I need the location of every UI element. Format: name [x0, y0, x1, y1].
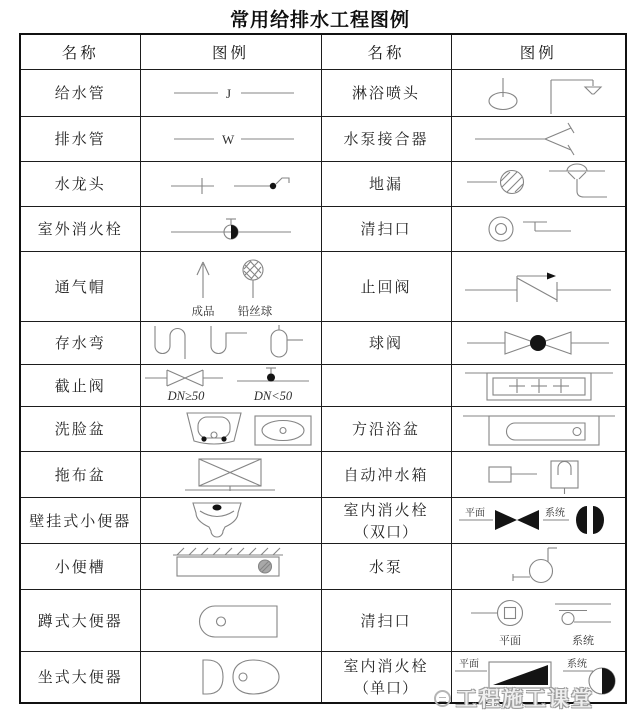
stop-valve-label-dn-lt: DN<50	[253, 389, 293, 403]
name-cell-drain-pipe: 排水管	[20, 116, 140, 161]
system-label: 系统	[572, 635, 595, 647]
name-cell-shower-head: 淋浴喷头	[321, 69, 451, 116]
legend-cell	[140, 321, 321, 364]
name-cell-mop-basin: 拖布盆	[20, 451, 140, 497]
name-cell-trap: 存水弯	[20, 321, 140, 364]
legend-cell	[451, 406, 626, 451]
watermark-logo-icon	[434, 690, 451, 707]
name-cell-urinal-trough: 小便槽	[20, 543, 140, 589]
legend-cell	[451, 251, 626, 321]
name-line-1: 室内消火栓	[343, 502, 429, 519]
system-label: 系统	[567, 658, 588, 670]
legend-cell	[140, 161, 321, 206]
name-cell-ball-valve: 球阀	[321, 321, 451, 364]
name-cell-sit-toilet: 坐式大便器	[20, 651, 140, 703]
legend-cell	[140, 651, 321, 703]
legend-cell	[140, 251, 321, 321]
plan-label: 平面	[499, 635, 522, 647]
table-row	[20, 321, 626, 364]
cleanout-plan-system-icon	[453, 591, 623, 649]
name-cell-indoor-hydrant-double	[321, 497, 451, 543]
watermark-text: 工程施工课堂	[456, 687, 594, 711]
name-cell-pump-coupler: 水泵接合器	[321, 116, 451, 161]
table-row	[20, 161, 626, 206]
legend-cell	[140, 543, 321, 589]
column-header-name-2: 名称	[321, 34, 451, 69]
table-row	[20, 589, 626, 651]
column-header-legend-1: 图例	[140, 34, 321, 69]
vent-cap-label-wire-ball: 铅丝球	[237, 306, 273, 318]
name-cell-square-bathtub: 方沿浴盆	[321, 406, 451, 451]
name-cell-floor-drain: 地漏	[321, 161, 451, 206]
table-row	[20, 543, 626, 589]
urinal-trough-icon	[141, 546, 320, 586]
name-cell-outdoor-hydrant: 室外消火栓	[20, 206, 140, 251]
name-cell-faucet: 水龙头	[20, 161, 140, 206]
outdoor-hydrant-icon	[146, 215, 316, 243]
pipe-letter: W	[221, 131, 234, 147]
floor-drain-icon	[453, 162, 623, 206]
name-cell-squat-toilet: 蹲式大便器	[20, 589, 140, 651]
header-row	[20, 34, 626, 69]
name-cell-washbasin: 洗脸盆	[20, 406, 140, 451]
legend-cell	[451, 321, 626, 364]
name-cell-check-valve: 止回阀	[321, 251, 451, 321]
cleanout-icon	[453, 211, 623, 247]
pipe-letter: J	[225, 85, 231, 101]
watermark	[434, 683, 594, 713]
ball-valve-icon	[453, 325, 623, 361]
table-row	[20, 364, 626, 406]
table-row	[20, 69, 626, 116]
legend-cell	[451, 69, 626, 116]
legend-cell	[451, 206, 626, 251]
trap-icon	[141, 323, 320, 363]
wall-urinal-icon	[141, 498, 320, 542]
water-pump-icon	[453, 544, 623, 588]
drain-pipe-icon	[146, 129, 316, 149]
name-line-1: 室内消火栓	[343, 659, 429, 676]
pump-coupler-icon	[453, 121, 623, 157]
legend-cell	[140, 497, 321, 543]
system-label: 系统	[545, 508, 566, 519]
wash-trough-icon	[453, 365, 623, 405]
legend-cell	[140, 206, 321, 251]
column-header-name-1: 名称	[20, 34, 140, 69]
name-cell-water-pump: 水泵	[321, 543, 451, 589]
stop-valve-label-dn-ge: DN≥50	[167, 389, 205, 403]
legend-cell	[451, 364, 626, 406]
faucet-icon	[146, 171, 316, 197]
table-row	[20, 116, 626, 161]
name-cell-vent-cap: 通气帽	[20, 251, 140, 321]
check-valve-icon	[453, 266, 623, 306]
legend-cell	[451, 116, 626, 161]
plan-label: 平面	[459, 658, 480, 670]
table-row	[20, 206, 626, 251]
vent-cap-label-finished: 成品	[191, 306, 215, 318]
indoor-hydrant-double-icon	[453, 499, 623, 541]
table-row	[20, 251, 626, 321]
name-cell-wall-urinal: 壁挂式小便器	[20, 497, 140, 543]
washbasin-icon	[141, 409, 320, 449]
squat-toilet-icon	[141, 598, 320, 642]
vent-cap-icon	[141, 252, 320, 320]
name-cell-water-supply-pipe: 给水管	[20, 69, 140, 116]
legend-cell	[140, 69, 321, 116]
legend-cell	[451, 161, 626, 206]
legend-cell	[451, 589, 626, 651]
name-cell-auto-flush-tank: 自动冲水箱	[321, 451, 451, 497]
water-supply-pipe-icon	[146, 83, 316, 103]
legend-cell	[451, 497, 626, 543]
legend-cell	[140, 406, 321, 451]
legend-cell	[451, 543, 626, 589]
table-row	[20, 451, 626, 497]
name-cell-indoor-hydrant-single	[321, 651, 451, 703]
page-title: 常用给排水工程图例	[229, 10, 410, 31]
column-header-legend-2: 图例	[451, 34, 626, 69]
legend-cell	[140, 451, 321, 497]
sit-toilet-icon	[141, 654, 320, 700]
name-line-2: （单口）	[353, 681, 418, 698]
legend-table	[19, 33, 627, 704]
name-cell-stop-valve: 截止阀	[20, 364, 140, 406]
stop-valve-icon	[141, 365, 320, 405]
shower-head-icon	[453, 70, 623, 116]
legend-cell	[140, 116, 321, 161]
plan-label: 平面	[465, 508, 486, 519]
table-row	[20, 406, 626, 451]
auto-flush-tank-icon	[453, 454, 623, 494]
name-cell-cleanout: 清扫口	[321, 206, 451, 251]
name-cell-cleanout-2: 清扫口	[321, 589, 451, 651]
name-cell-blank	[321, 364, 451, 406]
square-bathtub-icon	[453, 409, 623, 449]
legend-cell	[140, 364, 321, 406]
legend-cell	[451, 451, 626, 497]
name-line-2: （双口）	[353, 524, 418, 541]
mop-basin-icon	[141, 455, 320, 493]
table-row	[20, 497, 626, 543]
legend-cell	[140, 589, 321, 651]
